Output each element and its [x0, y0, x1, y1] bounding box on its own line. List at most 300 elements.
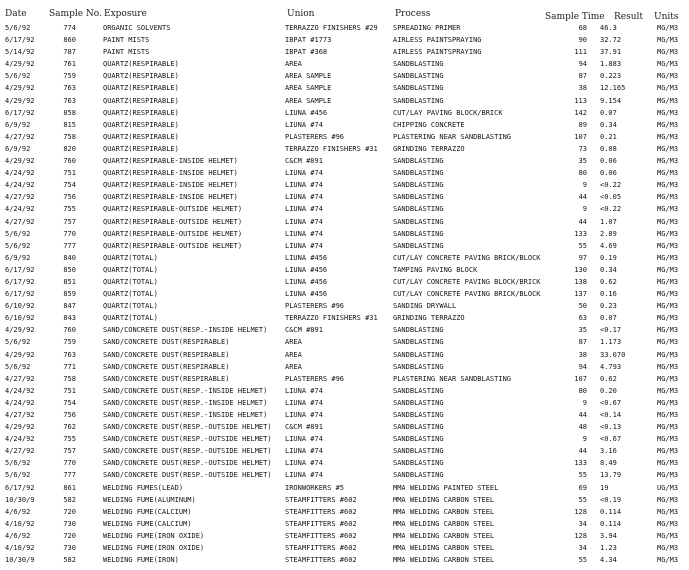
header-exposure: Exposure — [104, 9, 147, 19]
cell-union: AREA — [285, 362, 302, 371]
cell-result: 0.223 — [600, 72, 622, 81]
cell-exposure: QUARTZ(RESPIRABLE) — [103, 72, 179, 81]
cell-sample-time: 130 — [574, 265, 587, 274]
cell-sample-time: 138 — [574, 277, 587, 286]
cell-sample-time: 73 — [578, 144, 587, 153]
cell-units: MG/M3 — [657, 411, 679, 419]
table-row — [0, 349, 689, 361]
cell-process: SANDBLASTING — [393, 411, 444, 419]
cell-process: MMA WELDING CARBON STEEL — [393, 544, 495, 553]
cell-date: 5/6/92 — [5, 72, 31, 81]
cell-sample-no: 763 — [63, 84, 76, 93]
cell-union: AREA — [285, 60, 302, 69]
cell-units: MG/M3 — [657, 144, 679, 153]
cell-sample-no: 763 — [63, 350, 76, 359]
cell-process: CUT/LAY CONCRETE PAVING BRICK/BLOCK — [393, 253, 541, 262]
cell-sample-no: 850 — [63, 265, 76, 274]
cell-exposure: QUARTZ(RESPIRABLE) — [103, 144, 179, 153]
header-union: Union — [287, 9, 315, 19]
cell-exposure: WELDING FUME(IRON OXIDE) — [103, 544, 205, 553]
cell-sample-time: 111 — [574, 48, 587, 57]
cell-sample-no: 751 — [63, 386, 76, 395]
cell-units: MG/M3 — [657, 108, 679, 117]
cell-sample-no: 770 — [63, 459, 76, 468]
cell-exposure: QUARTZ(TOTAL) — [103, 302, 158, 311]
cell-result: 0.23 — [600, 302, 617, 311]
cell-sample-time: 55 — [578, 471, 587, 480]
cell-units: MG/M3 — [657, 277, 679, 286]
cell-union: STEAMFITTERS #602 — [285, 507, 357, 516]
cell-sample-time: 34 — [578, 519, 587, 528]
cell-units: MG/M3 — [657, 84, 679, 93]
cell-result: 32.72 — [600, 36, 622, 45]
cell-process: SANDBLASTING — [393, 435, 444, 444]
header-date: Date — [5, 9, 27, 19]
cell-units: MG/M3 — [657, 120, 679, 129]
cell-result: 0.34 — [600, 265, 617, 274]
table-row — [0, 530, 689, 542]
cell-union: LIUNA #74 — [285, 120, 323, 129]
cell-process: SANDBLASTING — [393, 338, 444, 347]
cell-exposure: SAND/CONCRETE DUST(RESP.-INSIDE HELMET) — [103, 386, 268, 395]
cell-union: AREA SAMPLE — [285, 72, 332, 81]
cell-sample-time: 44 — [578, 411, 587, 419]
cell-process: SANDBLASTING — [393, 423, 444, 432]
cell-date: 5/6/92 — [5, 229, 31, 238]
cell-process: PLASTERING NEAR SANDBLASTING — [393, 132, 512, 141]
cell-sample-no: 860 — [63, 36, 76, 45]
cell-date: 6/17/92 — [5, 483, 35, 492]
cell-result: 13.79 — [600, 471, 622, 480]
table-row — [0, 397, 689, 409]
cell-units: MG/M3 — [657, 253, 679, 262]
cell-sample-time: 55 — [578, 556, 587, 565]
cell-process: MMA WELDING CARBON STEEL — [393, 556, 495, 565]
table-row — [0, 252, 689, 264]
cell-sample-no: 777 — [63, 471, 76, 480]
cell-sample-no: 720 — [63, 531, 76, 540]
cell-sample-time: 50 — [578, 302, 587, 311]
cell-result: 1.883 — [600, 60, 622, 69]
cell-sample-no: 760 — [63, 157, 76, 166]
cell-exposure: WELDING FUMES(LEAD) — [103, 483, 184, 492]
cell-process: SPREADING PRIMER — [393, 24, 461, 32]
cell-union: AREA — [285, 350, 302, 359]
cell-units: MG/M3 — [657, 423, 679, 432]
cell-sample-no: 730 — [63, 544, 76, 553]
cell-date: 4/29/92 — [5, 350, 35, 359]
cell-sample-no: 858 — [63, 108, 76, 117]
table-row — [0, 179, 689, 191]
cell-result: 0.08 — [600, 144, 617, 153]
cell-date: 4/27/92 — [5, 374, 35, 383]
cell-sample-time: 55 — [578, 495, 587, 504]
cell-units: MG/M3 — [657, 507, 679, 516]
cell-result: <0.13 — [600, 423, 622, 432]
cell-process: CUT/LAY PAVING BLOCK/BRICK — [393, 108, 503, 117]
cell-sample-time: 89 — [578, 120, 587, 129]
cell-units: MG/M3 — [657, 459, 679, 468]
cell-exposure: QUARTZ(RESPIRABLE-INSIDE HELMET) — [103, 181, 238, 190]
cell-sample-no: 771 — [63, 362, 76, 371]
cell-exposure: QUARTZ(RESPIRABLE) — [103, 120, 179, 129]
table-row — [0, 288, 689, 300]
cell-units: MG/M3 — [657, 314, 679, 323]
header-result: Result — [614, 12, 644, 22]
cell-result: 4.793 — [600, 362, 622, 371]
cell-exposure: QUARTZ(RESPIRABLE) — [103, 108, 179, 117]
cell-exposure: SAND/CONCRETE DUST(RESPIRABLE) — [103, 338, 230, 347]
cell-sample-time: 107 — [574, 132, 587, 141]
cell-sample-no: 756 — [63, 411, 76, 419]
cell-sample-no: 759 — [63, 72, 76, 81]
cell-exposure: QUARTZ(RESPIRABLE) — [103, 84, 179, 93]
cell-sample-no: 754 — [63, 181, 76, 190]
cell-exposure: SAND/CONCRETE DUST(RESP.-OUTSIDE HELMET) — [103, 459, 272, 468]
cell-result: 8.49 — [600, 459, 617, 468]
cell-result: 0.62 — [600, 277, 617, 286]
table-row — [0, 336, 689, 348]
table-row — [0, 554, 689, 566]
cell-sample-time: 9 — [582, 205, 587, 214]
cell-date: 4/29/92 — [5, 157, 35, 166]
cell-union: LIUNA #74 — [285, 386, 323, 395]
cell-result: 3.16 — [600, 447, 617, 456]
cell-sample-time: 133 — [574, 459, 587, 468]
cell-exposure: QUARTZ(RESPIRABLE-OUTSIDE HELMET) — [103, 217, 243, 226]
cell-process: PLASTERING NEAR SANDBLASTING — [393, 374, 512, 383]
cell-date: 4/27/92 — [5, 411, 35, 419]
cell-process: GRINDING TERRAZZO — [393, 144, 465, 153]
cell-units: MG/M3 — [657, 556, 679, 565]
table-row — [0, 276, 689, 288]
cell-sample-no: 840 — [63, 253, 76, 262]
cell-date: 6/17/92 — [5, 265, 35, 274]
cell-sample-no: 582 — [63, 556, 76, 565]
cell-date: 5/6/92 — [5, 471, 31, 480]
cell-process: MMA WELDING CARBON STEEL — [393, 519, 495, 528]
cell-exposure: QUARTZ(RESPIRABLE-OUTSIDE HELMET) — [103, 241, 243, 250]
cell-sample-no: 759 — [63, 338, 76, 347]
cell-process: MMA WELDING CARBON STEEL — [393, 495, 495, 504]
cell-sample-time: 38 — [578, 84, 587, 93]
cell-date: 6/17/92 — [5, 36, 35, 45]
cell-result: <0.22 — [600, 181, 622, 190]
cell-process: CUT/LAY CONCRETE PAVING BRICK/BLOCK — [393, 290, 541, 299]
cell-result: 1.23 — [600, 544, 617, 553]
cell-union: STEAMFITTERS #602 — [285, 544, 357, 553]
cell-date: 4/27/92 — [5, 217, 35, 226]
cell-sample-no: 777 — [63, 241, 76, 250]
table-row — [0, 46, 689, 58]
cell-union: C&CM #891 — [285, 423, 323, 432]
cell-process: GRINDING TERRAZZO — [393, 314, 465, 323]
cell-date: 4/6/92 — [5, 531, 31, 540]
cell-units: MG/M3 — [657, 531, 679, 540]
cell-result: <0.19 — [600, 495, 622, 504]
cell-exposure: SAND/CONCRETE DUST(RESP.-OUTSIDE HELMET) — [103, 471, 272, 480]
cell-exposure: SAND/CONCRETE DUST(RESP.-INSIDE HELMET) — [103, 398, 268, 407]
cell-result: 0.21 — [600, 132, 617, 141]
cell-sample-time: 9 — [582, 435, 587, 444]
cell-exposure: QUARTZ(RESPIRABLE-INSIDE HELMET) — [103, 169, 238, 178]
table-row — [0, 95, 689, 107]
cell-units: MG/M3 — [657, 193, 679, 202]
cell-date: 6/10/92 — [5, 314, 35, 323]
cell-result: 9.154 — [600, 96, 622, 105]
cell-process: SANDBLASTING — [393, 169, 444, 178]
table-row — [0, 312, 689, 324]
table-row — [0, 409, 689, 421]
table-row — [0, 421, 689, 433]
cell-sample-time: 80 — [578, 386, 587, 395]
table-row — [0, 506, 689, 518]
cell-sample-time: 9 — [582, 181, 587, 190]
cell-sample-no: 760 — [63, 326, 76, 335]
cell-date: 6/17/92 — [5, 290, 35, 299]
cell-date: 6/9/92 — [5, 253, 31, 262]
cell-date: 6/17/92 — [5, 277, 35, 286]
table-row — [0, 58, 689, 70]
cell-result: 0.06 — [600, 169, 617, 178]
cell-date: 4/24/92 — [5, 435, 35, 444]
header-units: Units — [654, 12, 679, 22]
cell-sample-time: 44 — [578, 447, 587, 456]
cell-union: LIUNA #74 — [285, 217, 323, 226]
cell-sample-time: 137 — [574, 290, 587, 299]
cell-exposure: SAND/CONCRETE DUST(RESPIRABLE) — [103, 362, 230, 371]
cell-sample-no: 774 — [63, 24, 76, 32]
cell-units: MG/M3 — [657, 157, 679, 166]
cell-exposure: SAND/CONCRETE DUST(RESP.-INSIDE HELMET) — [103, 326, 268, 335]
cell-result: 0.114 — [600, 507, 622, 516]
cell-exposure: SAND/CONCRETE DUST(RESP.-OUTSIDE HELMET) — [103, 423, 272, 432]
table-row — [0, 373, 689, 385]
cell-result: 1.173 — [600, 338, 622, 347]
cell-exposure: SAND/CONCRETE DUST(RESP.-INSIDE HELMET) — [103, 411, 268, 419]
cell-process: AIRLESS PAINTSPRAYING — [393, 48, 482, 57]
cell-exposure: PAINT MISTS — [103, 48, 150, 57]
cell-sample-time: 97 — [578, 253, 587, 262]
cell-sample-no: 859 — [63, 290, 76, 299]
cell-sample-no: 757 — [63, 447, 76, 456]
cell-union: AREA SAMPLE — [285, 84, 332, 93]
cell-date: 4/27/92 — [5, 447, 35, 456]
cell-sample-time: 87 — [578, 72, 587, 81]
cell-union: LIUNA #74 — [285, 205, 323, 214]
cell-sample-time: 142 — [574, 108, 587, 117]
cell-exposure: WELDING FUME(CALCIUM) — [103, 519, 192, 528]
table-row — [0, 264, 689, 276]
cell-result: 0.114 — [600, 519, 622, 528]
table-row — [0, 82, 689, 94]
table-row — [0, 143, 689, 155]
cell-date: 4/24/92 — [5, 169, 35, 178]
cell-date: 5/6/92 — [5, 459, 31, 468]
cell-sample-no: 851 — [63, 277, 76, 286]
cell-process: SANDBLASTING — [393, 326, 444, 335]
table-row — [0, 457, 689, 469]
cell-sample-no: 755 — [63, 435, 76, 444]
cell-result: <0.67 — [600, 398, 622, 407]
cell-units: MG/M3 — [657, 265, 679, 274]
cell-union: C&CM #891 — [285, 326, 323, 335]
cell-exposure: WELDING FUME(IRON) — [103, 556, 179, 565]
cell-sample-time: 35 — [578, 326, 587, 335]
cell-sample-no: 763 — [63, 96, 76, 105]
cell-sample-time: 44 — [578, 193, 587, 202]
cell-exposure: QUARTZ(RESPIRABLE) — [103, 60, 179, 69]
table-row — [0, 70, 689, 82]
cell-union: STEAMFITTERS #602 — [285, 531, 357, 540]
cell-exposure: SAND/CONCRETE DUST(RESP.-OUTSIDE HELMET) — [103, 435, 272, 444]
cell-union: TERRAZZO FINISHERS #31 — [285, 144, 378, 153]
cell-result: 4.69 — [600, 241, 617, 250]
cell-date: 6/9/92 — [5, 144, 31, 153]
cell-date: 4/29/92 — [5, 60, 35, 69]
cell-units: MG/M3 — [657, 338, 679, 347]
cell-date: 4/10/92 — [5, 519, 35, 528]
cell-units: MG/M3 — [657, 519, 679, 528]
cell-result: 19 — [600, 483, 609, 492]
cell-process: SANDBLASTING — [393, 193, 444, 202]
cell-result: 0.20 — [600, 386, 617, 395]
cell-process: SANDBLASTING — [393, 350, 444, 359]
cell-date: 4/10/92 — [5, 544, 35, 553]
cell-result: 0.06 — [600, 157, 617, 166]
cell-union: LIUNA #456 — [285, 290, 328, 299]
cell-result: 2.89 — [600, 229, 617, 238]
cell-union: PLASTERERS #96 — [285, 374, 345, 383]
cell-result: 1.07 — [600, 217, 617, 226]
cell-process: SANDBLASTING — [393, 398, 444, 407]
cell-union: PLASTERERS #96 — [285, 132, 345, 141]
cell-exposure: WELDING FUME(CALCIUM) — [103, 507, 192, 516]
header-process: Process — [395, 9, 431, 19]
table-row — [0, 433, 689, 445]
cell-union: IBPAT #368 — [285, 48, 328, 57]
header-sample-no: Sample No. — [49, 9, 102, 19]
table-row — [0, 445, 689, 457]
cell-union: LIUNA #456 — [285, 253, 328, 262]
cell-process: SANDBLASTING — [393, 447, 444, 456]
cell-units: MG/M3 — [657, 447, 679, 456]
cell-sample-no: 770 — [63, 229, 76, 238]
cell-sample-time: 68 — [578, 24, 587, 32]
cell-exposure: QUARTZ(TOTAL) — [103, 290, 158, 299]
table-row — [0, 107, 689, 119]
cell-sample-time: 94 — [578, 362, 587, 371]
cell-union: IRONWORKERS #5 — [285, 483, 345, 492]
cell-date: 5/6/92 — [5, 338, 31, 347]
cell-result: 0.16 — [600, 290, 617, 299]
cell-date: 5/6/92 — [5, 241, 31, 250]
table-row — [0, 22, 689, 34]
cell-date: 5/6/92 — [5, 24, 31, 32]
cell-sample-time: 113 — [574, 96, 587, 105]
cell-sample-time: 44 — [578, 217, 587, 226]
cell-union: PLASTERERS #96 — [285, 302, 345, 311]
cell-sample-no: 582 — [63, 495, 76, 504]
cell-exposure: QUARTZ(TOTAL) — [103, 314, 158, 323]
cell-sample-time: 38 — [578, 350, 587, 359]
cell-process: SANDBLASTING — [393, 181, 444, 190]
cell-result: <0.67 — [600, 435, 622, 444]
cell-units: MG/M3 — [657, 302, 679, 311]
cell-union: LIUNA #74 — [285, 471, 323, 480]
table-row — [0, 324, 689, 336]
cell-date: 4/29/92 — [5, 326, 35, 335]
cell-sample-no: 847 — [63, 302, 76, 311]
cell-units: MG/M3 — [657, 36, 679, 45]
table-row — [0, 518, 689, 530]
cell-union: LIUNA #74 — [285, 193, 323, 202]
cell-process: TAMPING PAVING BLOCK — [393, 265, 478, 274]
cell-union: LIUNA #74 — [285, 398, 323, 407]
cell-union: LIUNA #74 — [285, 447, 323, 456]
cell-date: 4/6/92 — [5, 507, 31, 516]
cell-sample-time: 80 — [578, 169, 587, 178]
table-row — [0, 240, 689, 252]
cell-units: UG/M3 — [657, 483, 679, 492]
cell-date: 10/30/9 — [5, 556, 35, 565]
cell-units: MG/M3 — [657, 435, 679, 444]
cell-result: <0.05 — [600, 193, 622, 202]
cell-result: 33.070 — [600, 350, 626, 359]
cell-exposure: WELDING FUME(ALUMINUM) — [103, 495, 196, 504]
cell-date: 4/29/92 — [5, 96, 35, 105]
cell-units: MG/M3 — [657, 24, 679, 32]
cell-process: SANDBLASTING — [393, 459, 444, 468]
cell-date: 10/30/9 — [5, 495, 35, 504]
cell-exposure: QUARTZ(TOTAL) — [103, 253, 158, 262]
cell-units: MG/M3 — [657, 48, 679, 57]
cell-result: 12.165 — [600, 84, 626, 93]
cell-sample-no: 843 — [63, 314, 76, 323]
header-sample-time: Sample Time — [545, 12, 605, 22]
cell-process: SANDBLASTING — [393, 205, 444, 214]
cell-result: 46.3 — [600, 24, 617, 32]
cell-union: STEAMFITTERS #602 — [285, 495, 357, 504]
table-row — [0, 191, 689, 203]
cell-exposure: QUARTZ(RESPIRABLE-INSIDE HELMET) — [103, 157, 238, 166]
cell-sample-no: 751 — [63, 169, 76, 178]
cell-process: SANDBLASTING — [393, 241, 444, 250]
table-row — [0, 167, 689, 179]
cell-units: MG/M3 — [657, 374, 679, 383]
cell-union: C&CM #891 — [285, 157, 323, 166]
cell-union: LIUNA #74 — [285, 229, 323, 238]
cell-sample-time: 94 — [578, 60, 587, 69]
cell-units: MG/M3 — [657, 229, 679, 238]
cell-sample-no: 762 — [63, 423, 76, 432]
cell-result: <0.17 — [600, 326, 622, 335]
cell-sample-no: 761 — [63, 60, 76, 69]
cell-union: LIUNA #456 — [285, 277, 328, 286]
cell-date: 4/24/92 — [5, 205, 35, 214]
cell-sample-no: 757 — [63, 217, 76, 226]
cell-sample-no: 758 — [63, 132, 76, 141]
cell-sample-no: 861 — [63, 483, 76, 492]
table-row — [0, 469, 689, 481]
cell-date: 4/27/92 — [5, 132, 35, 141]
cell-units: MG/M3 — [657, 398, 679, 407]
cell-exposure: QUARTZ(RESPIRABLE) — [103, 96, 179, 105]
cell-result: 0.62 — [600, 374, 617, 383]
cell-units: MG/M3 — [657, 495, 679, 504]
cell-process: MMA WELDING CARBON STEEL — [393, 531, 495, 540]
cell-sample-time: 35 — [578, 157, 587, 166]
